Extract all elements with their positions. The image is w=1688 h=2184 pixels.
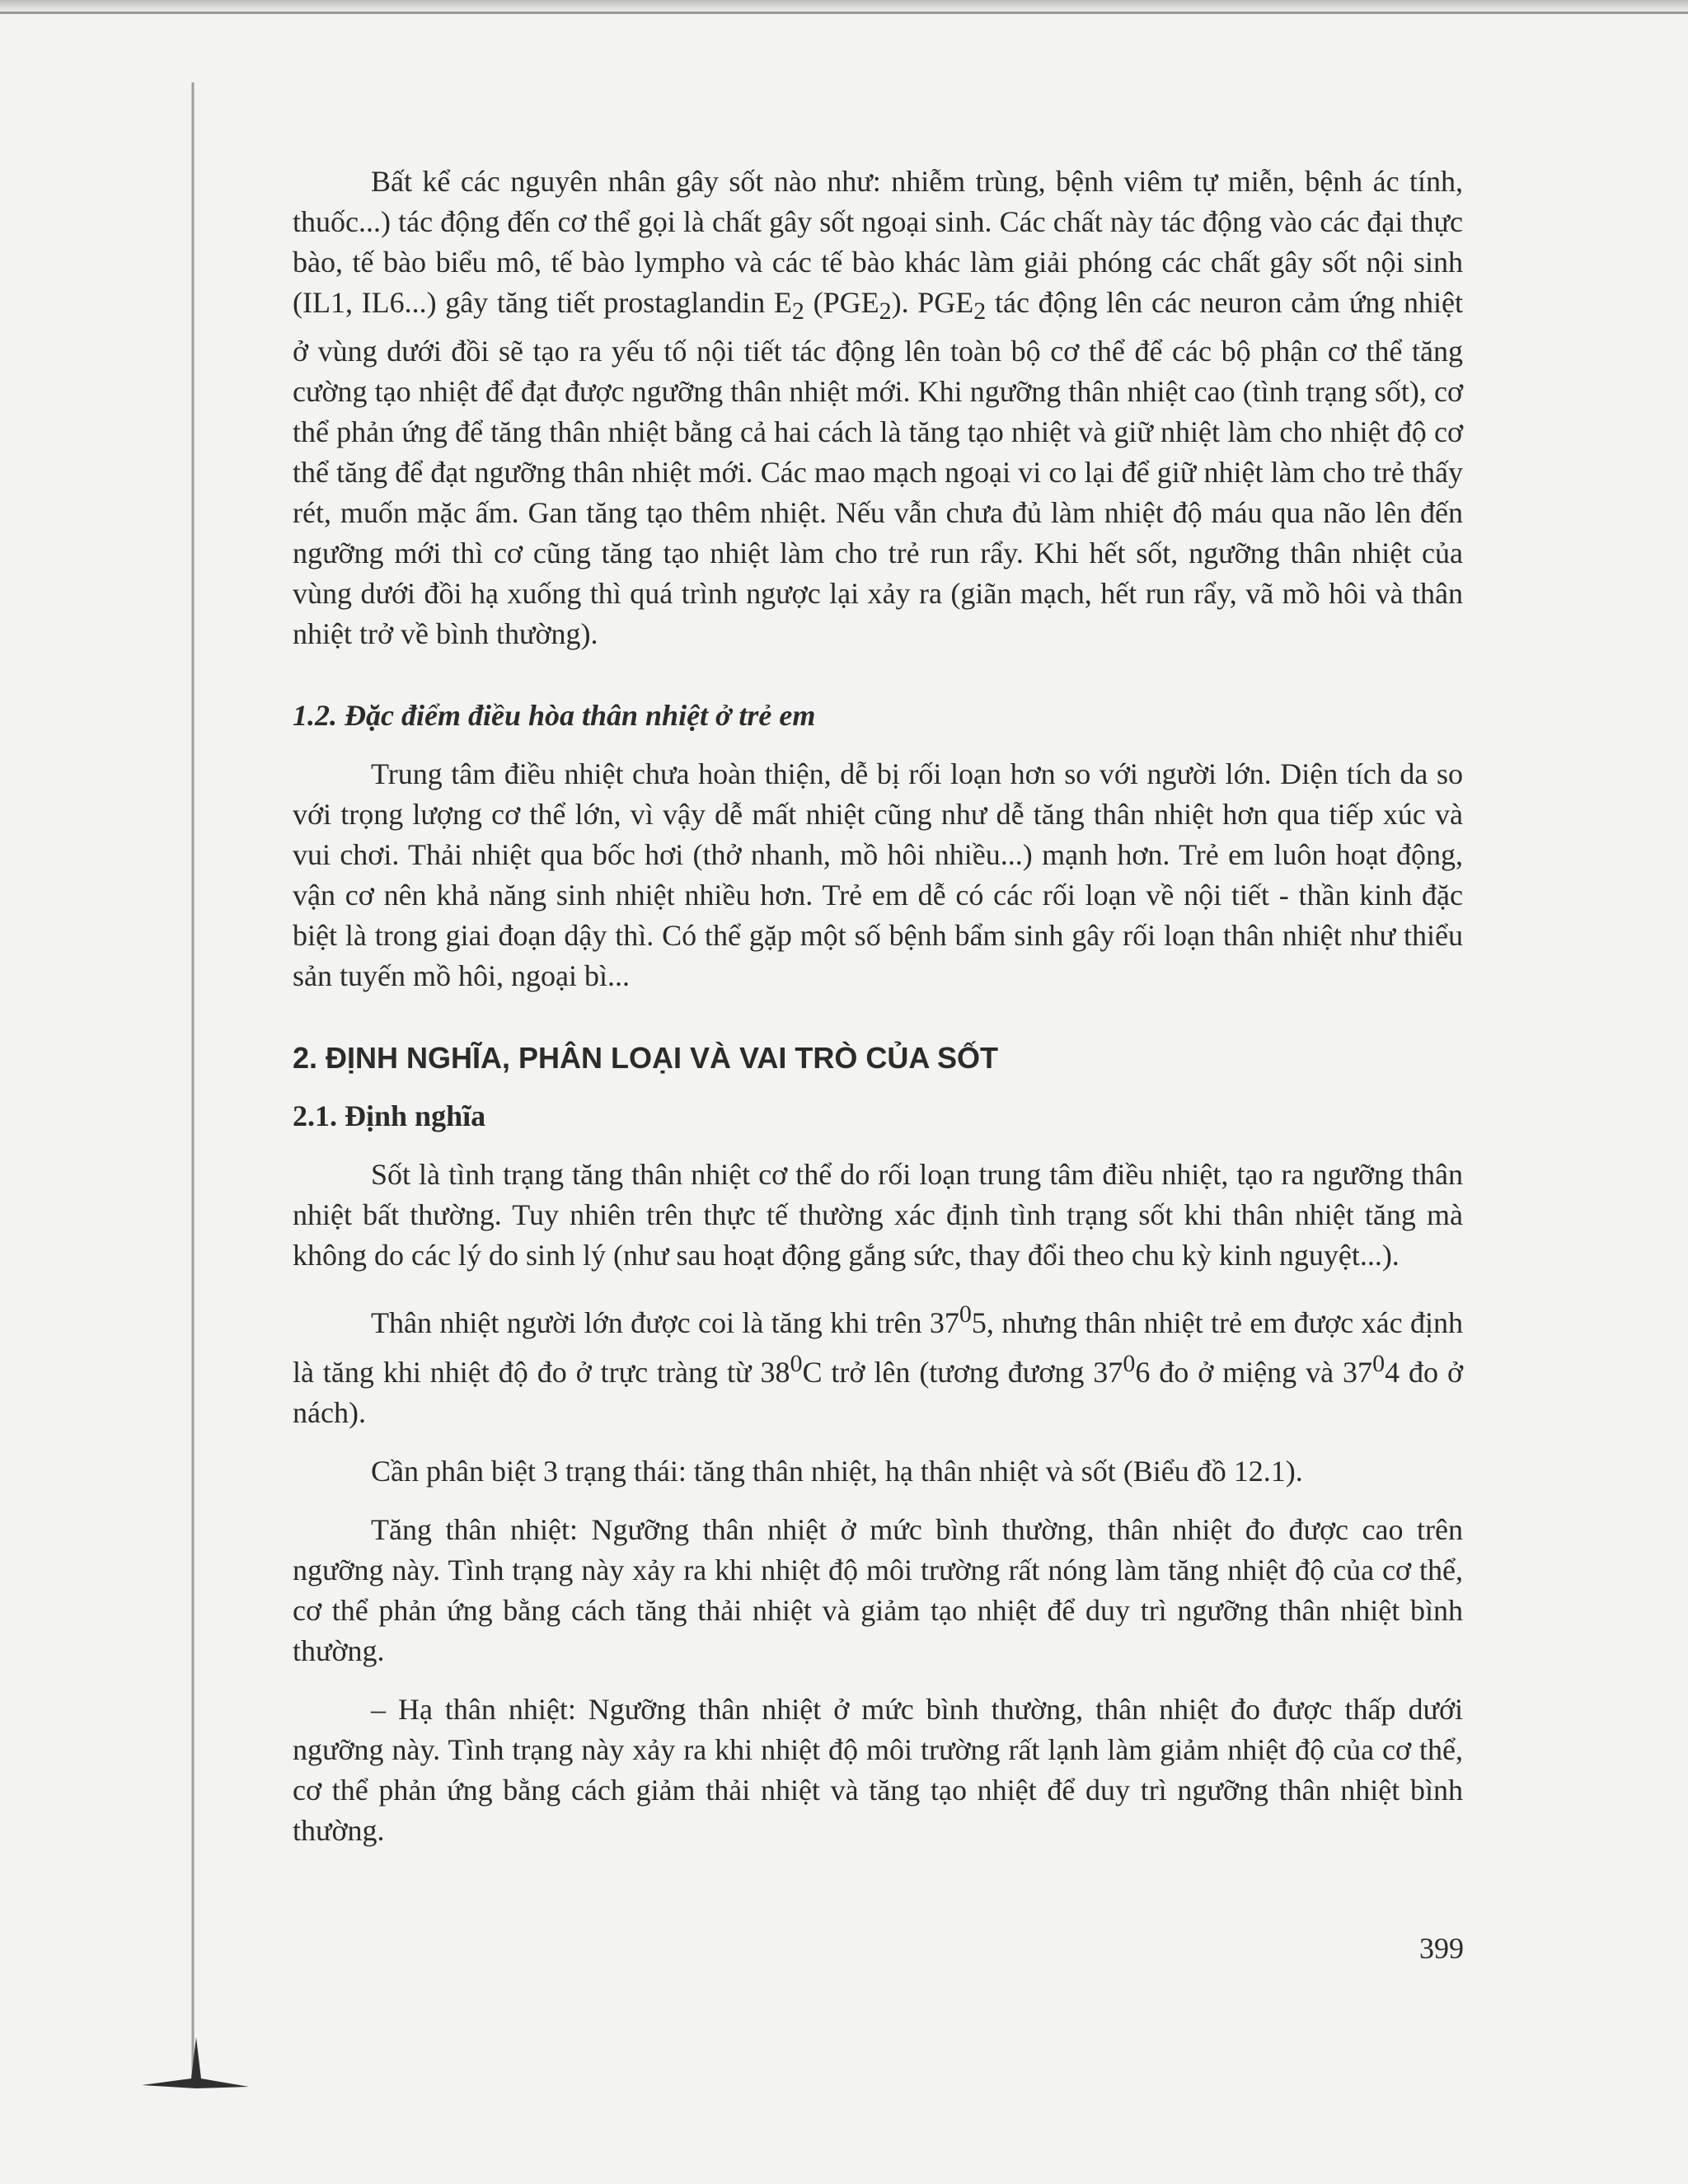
binding-gutter-mark — [142, 2037, 249, 2088]
paragraph-child-thermoregulation: Trung tâm điều nhiệt chưa hoàn thiện, dễ bị rối loạn hơn so với người lớn. Diện tích da so với trọng lượng cơ thể lớn, vì vậy dễ mất nhiệt cũng như dễ tăng thân nhiệt hơn qua tiếp xúc và vui chơi. Thải nhiệt qua bốc hơi (thở nhanh, mồ hôi nhiều...) mạnh hơn. Trẻ em luôn hoạt động, vận cơ nên khả năng sinh nhiệt nhiều hơn. Trẻ em dễ có các rối loạn về nội tiết - thần kinh đặc biệt là trong giai đoạn dậy thì. Có thể gặp một số bệnh bẩm sinh gây rối loạn thân nhiệt như thiểu sản tuyến mồ hôi, ngoại bì... — [293, 757, 1463, 993]
heading-1-2: 1.2. Đặc điểm điều hòa thân nhiệt ở trẻ em — [293, 699, 816, 733]
paragraph-hypothermia: – Hạ thân nhiệt: Ngưỡng thân nhiệt ở mức bình thường, thân nhiệt đo được thấp dưới ngưỡng này. Tình trạng này xảy ra khi nhiệt độ môi trường rất lạnh làm giảm nhiệt độ của cơ thể, cơ thể phản ứng bằng cách giảm thải nhiệt và tăng tạo nhiệt để duy trì ngưỡng thân nhiệt bình thường. — [293, 1693, 1463, 1848]
heading-2-1: 2.1. Định nghĩa — [293, 1099, 486, 1133]
scan-top-rule — [0, 12, 1688, 14]
paragraph-fever-mechanism: Bất kể các nguyên nhân gây sốt nào như: nhiễm trùng, bệnh viêm tự miễn, bệnh ác tính, thuốc...) tác động đến cơ thể gọi là chất gây sốt ngoại sinh. Các chất này tác động vào các đại thực bào, tế bào biểu mô, tế bào lympho và các tế bào khác làm giải phóng các chất gây sốt nội sinh (IL1, IL6...) gây tăng tiết prostaglandin $E_2$ $(PGE_2)$. $PGE_2$ tác động lên các neuron cảm ứng nhiệt ở vùng dưới đồi sẽ tạo ra yếu tố nội tiết tác động lên toàn bộ cơ thể để các bộ phận cơ thể tăng cường tạo nhiệt để đạt được ngưỡng thân nhiệt mới. Khi ngưỡng thân nhiệt cao (tình trạng sốt), cơ thể phản ứng để tăng thân nhiệt bằng cả hai cách là tăng tạo nhiệt và giữ nhiệt làm cho nhiệt độ cơ thể tăng để đạt ngưỡng thân nhiệt mới. Các mao mạch ngoại vi co lại để giữ nhiệt làm cho trẻ thấy rét, muốn mặc ấm. Gan tăng tạo thêm nhiệt. Nếu vẫn chưa đủ làm nhiệt độ máu qua não lên đến ngưỡng mới thì cơ cũng tăng tạo nhiệt làm cho trẻ run rẩy. Khi hết sốt, ngưỡng thân nhiệt của vùng dưới đồi hạ xuống thì quá trình ngược lại xảy ra (giãn mạch, hết run rẩy, vã mồ hôi và thân nhiệt trở về bình thường). — [293, 165, 1464, 651]
scan-top-edge — [0, 0, 1688, 12]
paragraph-three-states: Cần phân biệt 3 trạng thái: tăng thân nhiệt, hạ thân nhiệt và sốt (Biểu đồ 12.1). — [371, 1455, 1303, 1488]
paragraph-hyperthermia: Tăng thân nhiệt: Ngưỡng thân nhiệt ở mức bình thường, thân nhiệt đo được cao trên ngưỡng này. Tình trạng này xảy ra khi nhiệt độ môi trường rất nóng làm tăng nhiệt độ của cơ thể, cơ thể phản ứng bằng cách tăng thải nhiệt và giảm tạo nhiệt để duy trì ngưỡng thân nhiệt bình thường. — [293, 1513, 1463, 1668]
page-number: 399 — [1419, 1932, 1464, 1965]
binding-gutter-line — [191, 82, 195, 2085]
heading-section-2: 2. ĐỊNH NGHĨA, PHÂN LOẠI VÀ VAI TRÒ CỦA SỐT — [293, 1041, 999, 1076]
document-page — [293, 162, 1463, 1851]
paragraph-fever-definition: Sốt là tình trạng tăng thân nhiệt cơ thể do rối loạn trung tâm điều nhiệt, tạo ra ngưỡng thân nhiệt bất thường. Tuy nhiên trên thực tế thường xác định tình trạng sốt khi thân nhiệt tăng mà không do các lý do sinh lý (như sau hoạt động gắng sức, thay đổi theo chu kỳ kinh nguyệt...). — [293, 1158, 1463, 1272]
paragraph-temperature-thresholds: Thân nhiệt người lớn được coi là tăng khi trên $37^05$, nhưng thân nhiệt trẻ em được xác định là tăng khi nhiệt độ đo ở trực tràng từ $38^0C$ trở lên (tương đương $37^06$ đo ở miệng và $37^04$ đo ở nách). — [293, 1301, 1463, 1430]
